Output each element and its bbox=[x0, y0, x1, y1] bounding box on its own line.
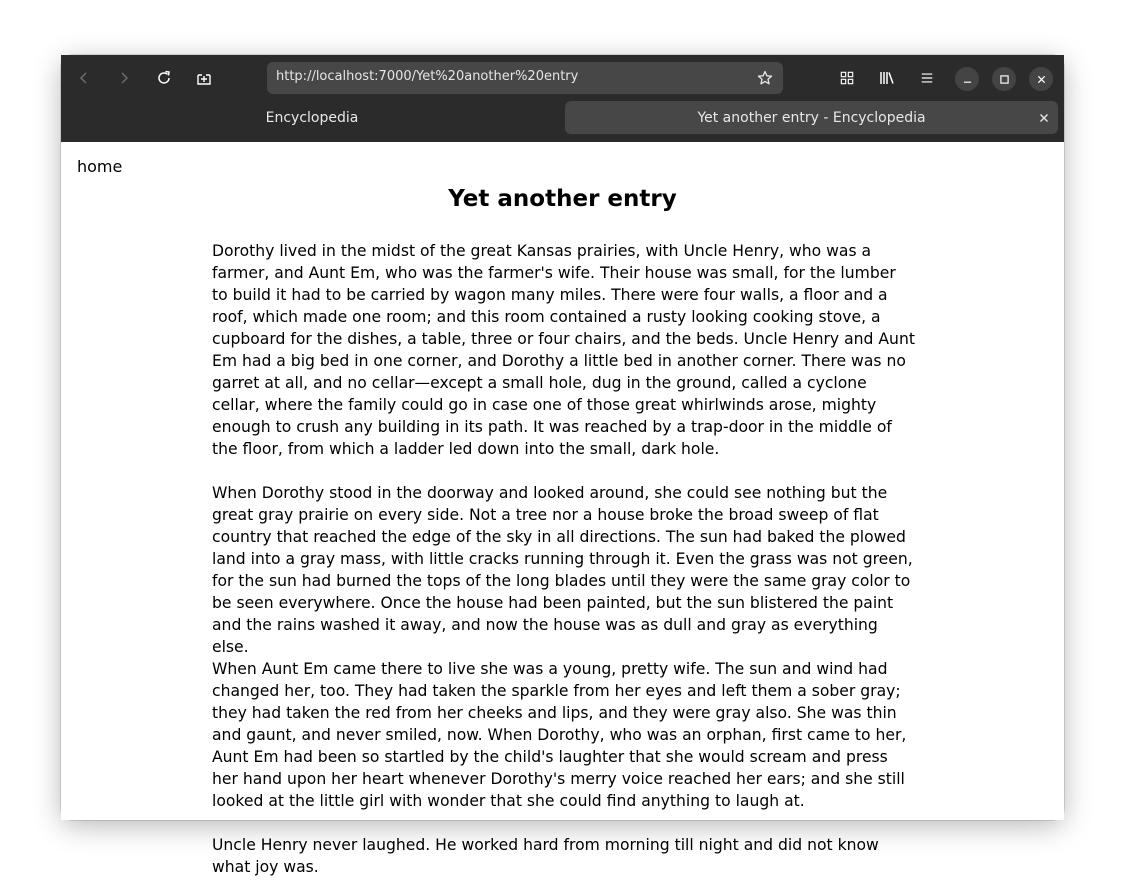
chevron-left-icon bbox=[76, 70, 92, 86]
close-window-button[interactable] bbox=[1029, 67, 1053, 91]
tab-label: Yet another entry - Encyclopedia bbox=[697, 109, 926, 126]
tab-label: Encyclopedia bbox=[265, 109, 359, 126]
paragraph: Dorothy lived in the midst of the great Kansas prairies, with Uncle Henry, who was a farmer, and Aunt Em, who was the farmer's wife. Their house was small, for the lumber to build it had to be carried by wagon many miles. There were four walls, a floor and a roof, which made one room; and this room contained a rusty looking cooking stove, a cupboard for the dishes, a table, three or four chairs, and the beds. Uncle Henry and Aunt Em had a big bed in one corner, and Dorothy a little bed in another corner. There was no garret at all, and no cellar—except a small hole, dug in the ground, called a cyclone cellar, where the family could go in case one of those great whirlwinds arose, mighty enough to crush any building in its path. It was reached by a trap-door in the middle of the floor, from which a ladder led down into the small, dark hole. bbox=[212, 242, 915, 458]
page-content bbox=[61, 142, 1064, 876]
address-bar[interactable] bbox=[267, 62, 783, 94]
new-tab-button[interactable] bbox=[189, 65, 219, 91]
minimize-icon bbox=[963, 75, 972, 84]
reload-button[interactable] bbox=[149, 65, 179, 91]
extensions-button[interactable] bbox=[835, 66, 859, 90]
page-title: Yet another entry bbox=[448, 186, 677, 212]
close-icon bbox=[1037, 75, 1046, 84]
maximize-button[interactable] bbox=[992, 67, 1016, 91]
home-link[interactable]: home bbox=[77, 157, 123, 176]
library-icon bbox=[879, 70, 895, 86]
paragraph: When Dorothy stood in the doorway and looked around, she could see nothing but the great gray prairie on every side. Not a tree nor a house broke the broad sweep of flat country that reached the edge of the sky in all directions. The sun had baked the plowed land into a gray mass, with little cracks running through it. Even the grass was not green, for the sun had burned the tops of the long blades until they were the same gray color to be seen everywhere. Once the house had been painted, but the sun blistered the paint and the rains washed it away, and now the house was as dull and gray as everything else. bbox=[212, 484, 913, 656]
star-icon bbox=[757, 70, 773, 86]
menu-button[interactable] bbox=[915, 66, 939, 90]
paragraph: When Aunt Em came there to live she was a young, pretty wife. The sun and wind had changed her, too. They had taken the sparkle from her eyes and left them a sober gray; they had taken the red from her cheeks and lips, and they were gray also. She was thin and gaunt, and never smiled, now. When Dorothy, who was an orphan, first came to her, Aunt Em had been so startled by the child's laughter that she would scream and press her hand upon her heart whenever Dorothy's merry voice reached her ears; and she still looked at the little girl with wonder that she could find anything to laugh at. bbox=[212, 660, 907, 810]
grid-icon bbox=[840, 71, 854, 85]
bookmark-star-button[interactable] bbox=[755, 68, 775, 88]
chevron-right-icon bbox=[116, 70, 132, 86]
tab-yet-another-entry[interactable] bbox=[565, 101, 1058, 134]
browser-toolbar bbox=[61, 55, 1064, 142]
minimize-button[interactable] bbox=[955, 67, 979, 91]
new-tab-icon bbox=[196, 70, 212, 86]
reload-icon bbox=[156, 70, 172, 86]
tab-encyclopedia[interactable] bbox=[65, 101, 559, 134]
close-icon bbox=[1039, 113, 1049, 123]
library-button[interactable] bbox=[875, 66, 899, 90]
browser-window bbox=[61, 55, 1064, 876]
url-text[interactable]: http://localhost:7000/Yet%20another%20entry bbox=[276, 69, 579, 84]
tab-close-button[interactable] bbox=[1035, 109, 1052, 126]
article-body bbox=[212, 240, 916, 878]
hamburger-icon bbox=[920, 71, 934, 85]
forward-button[interactable] bbox=[109, 65, 139, 91]
maximize-icon bbox=[1000, 75, 1009, 84]
paragraph: Uncle Henry never laughed. He worked hard from morning till night and did not know what joy was. bbox=[212, 836, 879, 876]
back-button[interactable] bbox=[69, 65, 99, 91]
